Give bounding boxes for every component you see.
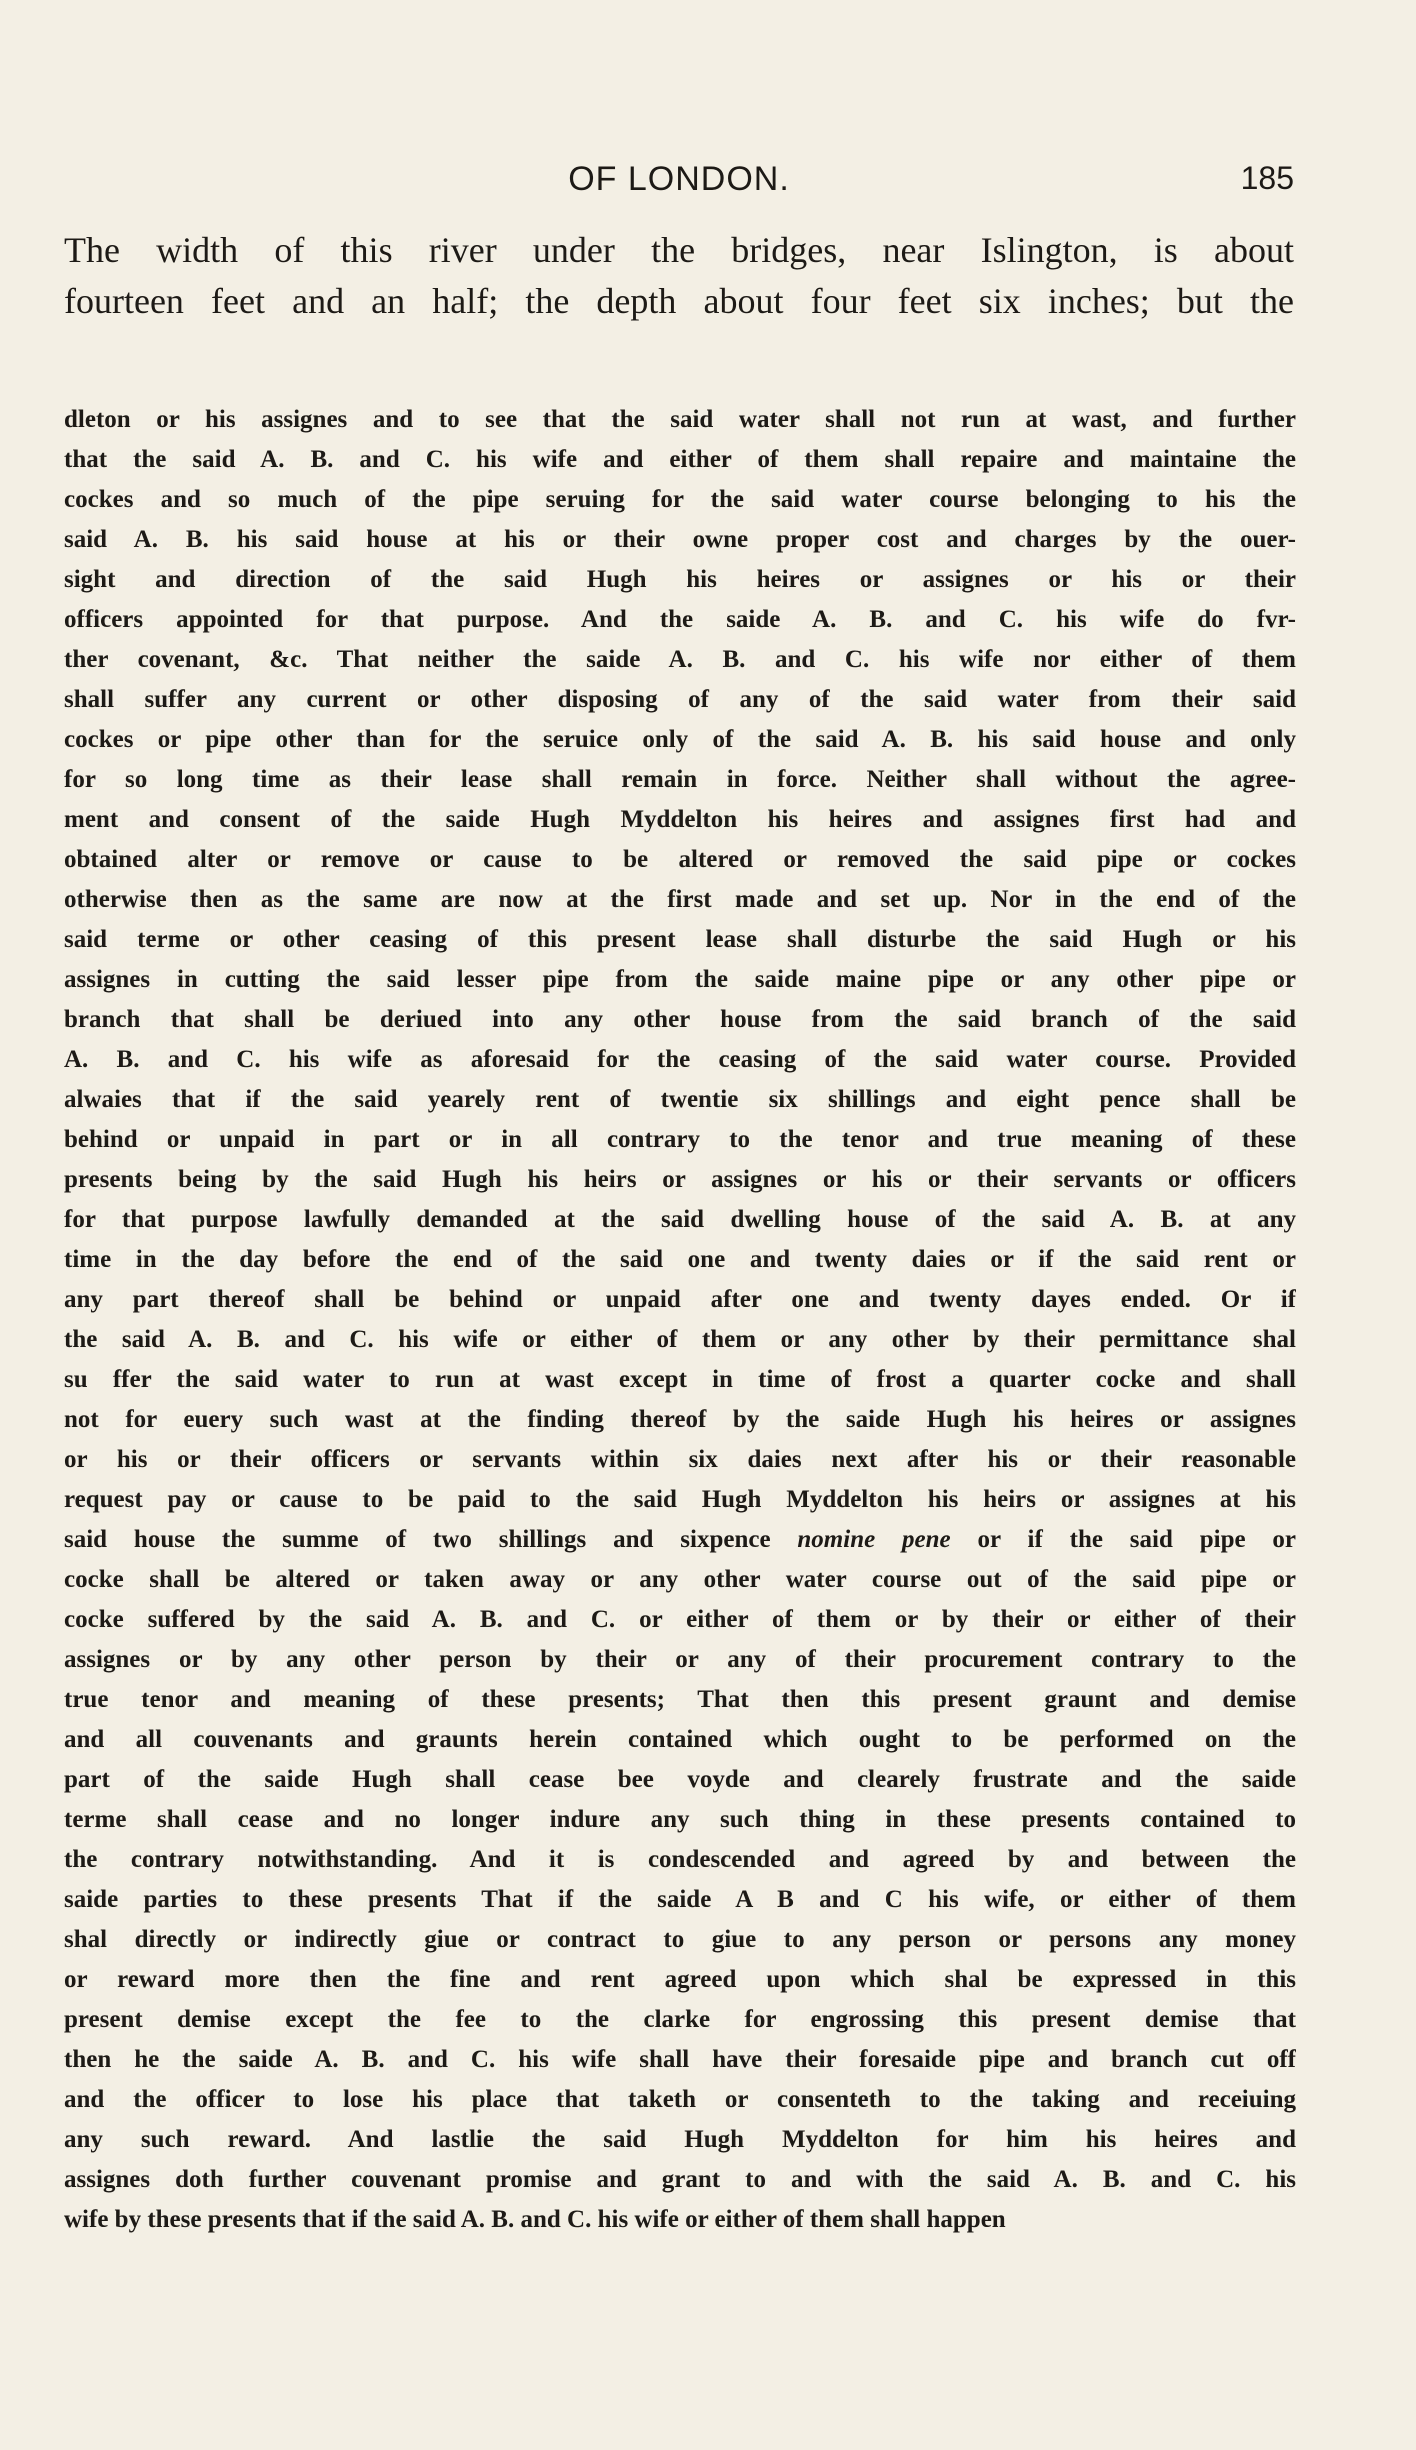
text-line: officers appointed for that purpose. And the saide A. B. and C. his wife do fvr- bbox=[64, 606, 1296, 633]
italic-latin-phrase: nomine pene bbox=[797, 1526, 951, 1553]
running-head bbox=[64, 160, 1294, 204]
text-line: and all couvenants and graunts herein contained which ought to be performed on the bbox=[64, 1726, 1296, 1753]
text-line: part of the saide Hugh shall cease bee voyde and clearely frustrate and the saide bbox=[64, 1766, 1296, 1793]
text-line: for so long time as their lease shall remain in force. Neither shall without the agree- bbox=[64, 766, 1296, 793]
text-line: for that purpose lawfully demanded at the said dwelling house of the said A. B. at any bbox=[64, 1206, 1296, 1233]
text-line: assignes or by any other person by their or any of their procurement contrary to the bbox=[64, 1646, 1296, 1673]
text-line: assignes in cutting the said lesser pipe from the saide maine pipe or any other pipe or bbox=[64, 966, 1296, 993]
text-line: that the said A. B. and C. his wife and either of them shall repaire and maintaine the bbox=[64, 446, 1296, 473]
running-head-title: OF LONDON. bbox=[568, 160, 790, 198]
text-line: shall suffer any current or other disposing of any of the said water from their said bbox=[64, 686, 1296, 713]
intro-line: The width of this river under the bridges, near Islington, is about bbox=[64, 230, 1294, 270]
text-line: alwaies that if the said yearely rent of twentie six shillings and eight pence shall be bbox=[64, 1086, 1296, 1113]
text-line: request pay or cause to be paid to the said Hugh Myddelton his heirs or assignes at his bbox=[64, 1486, 1296, 1513]
text-line: behind or unpaid in part or in all contrary to the tenor and true meaning of these bbox=[64, 1126, 1296, 1153]
text-line: wife by these presents that if the said A. B. and C. his wife or either of them shall happen bbox=[64, 2206, 1006, 2233]
text-line: cocke shall be altered or taken away or any other water course out of the said pipe or bbox=[64, 1566, 1296, 1593]
text-line: shal directly or indirectly giue or contract to giue to any person or persons any money bbox=[64, 1926, 1296, 1953]
text-line: said terme or other ceasing of this present lease shall disturbe the said Hugh or his bbox=[64, 926, 1296, 953]
text-line: the contrary notwithstanding. And it is condescended and agreed by and between the bbox=[64, 1846, 1296, 1873]
text-line: saide parties to these presents That if the saide A B and C his wife, or either of them bbox=[64, 1886, 1296, 1913]
text-line: terme shall cease and no longer indure any such thing in these presents contained to bbox=[64, 1806, 1296, 1833]
text-segment: said house the summe of two shillings and sixpence bbox=[64, 1526, 771, 1553]
text-line: dleton or his assignes and to see that the said water shall not run at wast, and further bbox=[64, 406, 1296, 433]
text-line: A. B. and C. his wife as aforesaid for the ceasing of the said water course. Provided bbox=[64, 1046, 1296, 1073]
text-line: true tenor and meaning of these presents; That then this present graunt and demise bbox=[64, 1686, 1296, 1713]
intro-paragraph bbox=[64, 225, 1294, 327]
text-line: and the officer to lose his place that taketh or consenteth to the taking and receiuing bbox=[64, 2086, 1296, 2113]
page-number: 185 bbox=[1240, 160, 1294, 196]
text-line: otherwise then as the same are now at the first made and set up. Nor in the end of the bbox=[64, 886, 1296, 913]
text-line: present demise except the fee to the clarke for engrossing this present demise that bbox=[64, 2006, 1296, 2033]
text-line: assignes doth further couvenant promise and grant to and with the said A. B. and C. his bbox=[64, 2166, 1296, 2193]
text-line: branch that shall be deriued into any other house from the said branch of the said bbox=[64, 1006, 1296, 1033]
text-line: any part thereof shall be behind or unpaid after one and twenty dayes ended. Or if bbox=[64, 1286, 1296, 1313]
text-line: sight and direction of the said Hugh his heires or assignes or his or their bbox=[64, 566, 1296, 593]
text-line: said A. B. his said house at his or their owne proper cost and charges by the ouer- bbox=[64, 526, 1296, 553]
text-line: time in the day before the end of the said one and twenty daies or if the said rent or bbox=[64, 1246, 1296, 1273]
text-line: not for euery such wast at the finding thereof by the saide Hugh his heires or assignes bbox=[64, 1406, 1296, 1433]
text-line: or reward more then the fine and rent agreed upon which shal be expressed in this bbox=[64, 1966, 1296, 1993]
text-line: cockes and so much of the pipe seruing for the said water course belonging to his the bbox=[64, 486, 1296, 513]
text-line: any such reward. And lastlie the said Hugh Myddelton for him his heires and bbox=[64, 2126, 1296, 2153]
text-line: ment and consent of the saide Hugh Myddelton his heires and assignes first had and bbox=[64, 806, 1296, 833]
text-line: obtained alter or remove or cause to be altered or removed the said pipe or cockes bbox=[64, 846, 1296, 873]
text-line: presents being by the said Hugh his heirs or assignes or his or their servants or officers bbox=[64, 1166, 1296, 1193]
text-segment: or if the said pipe or bbox=[977, 1526, 1296, 1553]
lease-text-block bbox=[64, 400, 1296, 2240]
text-line: cocke suffered by the said A. B. and C. or either of them or by their or either of their bbox=[64, 1606, 1296, 1633]
text-line: then he the saide A. B. and C. his wife shall have their foresaide pipe and branch cut off bbox=[64, 2046, 1296, 2073]
intro-line: fourteen feet and an half; the depth about four feet six inches; but the bbox=[64, 281, 1294, 321]
text-line: su ffer the said water to run at wast except in time of frost a quarter cocke and shall bbox=[64, 1366, 1296, 1393]
text-line: cockes or pipe other than for the seruice only of the said A. B. his said house and only bbox=[64, 726, 1296, 753]
text-line: the said A. B. and C. his wife or either of them or any other by their permittance shal bbox=[64, 1326, 1296, 1353]
text-line: ther covenant, &c. That neither the saide A. B. and C. his wife nor either of them bbox=[64, 646, 1296, 673]
text-line: or his or their officers or servants within six daies next after his or their reasonable bbox=[64, 1446, 1296, 1473]
text-line-with-italic bbox=[64, 1520, 1296, 1560]
